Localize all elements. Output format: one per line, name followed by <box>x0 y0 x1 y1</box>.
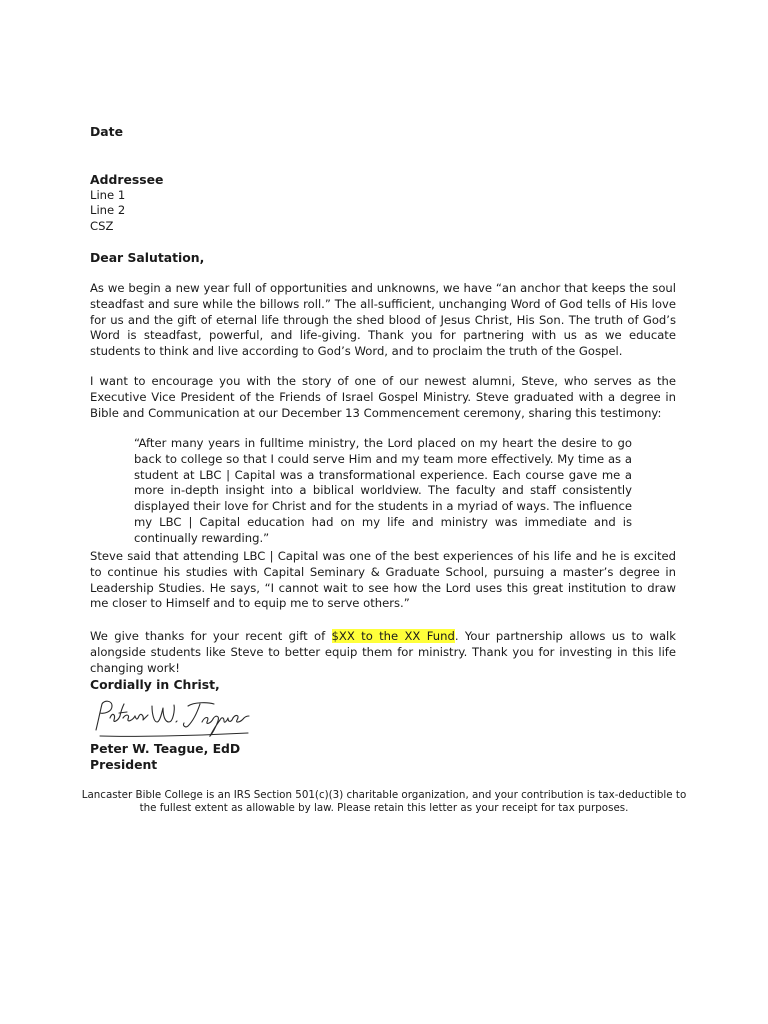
testimony-quote: “After many years in fulltime ministry, the Lord placed on my heart the desire to go back to college so that I could serve Him and my team more effectively. My time as a student at LBC | Capital was a transformational experience. Each course gave me a more in-depth insight into a biblical worldview. The faculty and staff consistently displayed their love for Christ and for the students in a myriad of ways. The influence my LBC | Capital education had on my life and ministry was immediate and is continually rewarding.” <box>134 436 632 545</box>
paragraph-gift-thanks <box>90 629 676 676</box>
gift-text-before: We give thanks for your recent gift of <box>90 629 332 643</box>
tax-disclaimer-footer: Lancaster Bible College is an IRS Section 501(c)(3) charitable organization, and your contribution is tax-deductible to the fullest extent as allowable by law. Please retain this letter as your receipt for tax purposes. <box>81 789 687 814</box>
address-line-2: Line 2 <box>90 203 126 217</box>
date-line: Date <box>90 124 123 139</box>
gift-amount-highlight: $XX to the XX Fund <box>331 629 455 643</box>
address-csz: CSZ <box>90 218 114 233</box>
signer-block <box>90 741 240 773</box>
gift-text-after: . Your partnership allows us to walk alongside students like Steve to better equip them for ministry. Thank you for investing in this life changing work! <box>90 629 676 675</box>
closing: Cordially in Christ, <box>90 677 220 692</box>
signer-title: President <box>90 757 158 772</box>
address-block <box>90 172 163 234</box>
address-line-1: Line 1 <box>90 187 126 202</box>
salutation: Dear Salutation, <box>90 250 205 265</box>
signer-name: Peter W. Teague, EdD <box>90 741 241 756</box>
paragraph-steve-studies: Steve said that attending LBC | Capital was one of the best experiences of his life and he is excited to continue his studies with Capital Seminary & Graduate School, pursuing a master’s degree in Leadership Studies. He says, “I cannot wait to see how the Lord uses this great institution to draw me closer to Himself and to equip me to serve others.” <box>90 549 676 611</box>
paragraph-alumni-story: I want to encourage you with the story of one of our newest alumni, Steve, who serves as the Executive Vice President of the Friends of Israel Gospel Ministry. Steve graduated with a degree in Bible and Communication at our December 13 Commencement ceremony, sharing this testimony: <box>90 374 676 420</box>
addressee-name: Addressee <box>90 172 164 187</box>
signature-image <box>90 696 250 740</box>
paragraph-intro: As we begin a new year full of opportunities and unknowns, we have “an anchor that keeps the soul steadfast and sure while the billows roll.” The all-sufficient, unchanging Word of God tells of His love for us and the gift of eternal life through the shed blood of Jesus Christ, His Son. The truth of God’s Word is steadfast, powerful, and life-giving. Thank you for partnering with us as we educate students to think and live according to God’s Word, and to proclaim the truth of the Gospel. <box>90 281 676 359</box>
